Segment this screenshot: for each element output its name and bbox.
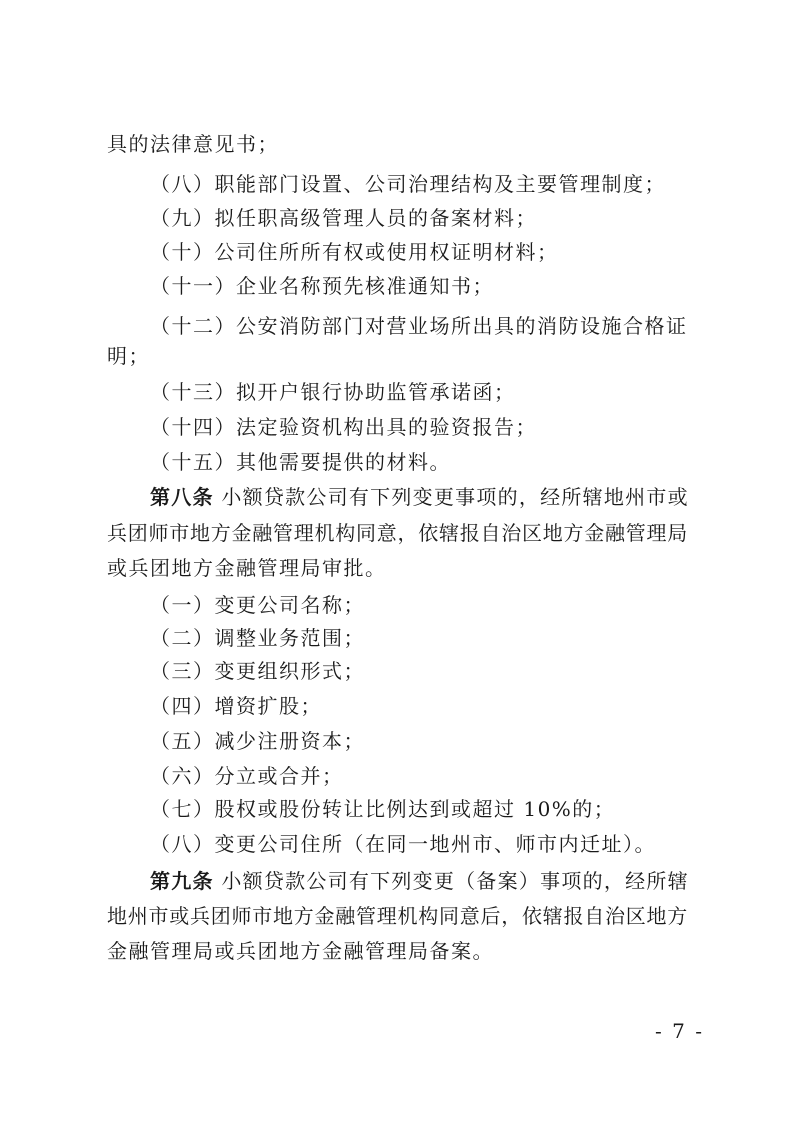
list-item: （一）变更公司名称； [150,593,365,617]
article-9-text: 小额贷款公司有下列变更（备案）事项的，经所辖 [221,869,689,893]
list-item: （十五）其他需要提供的材料。 [150,450,451,474]
text-line: 具的法律意见书； [107,132,279,156]
text-line: 明； [107,344,150,368]
article-8-first-line [150,484,689,510]
article-8-heading: 第八条 [150,485,214,509]
list-item: （十四）法定验资机构出具的验资报告； [150,415,537,439]
text-line: 兵团师市地方金融管理机构同意，依辖报自治区地方金融管理局 [107,521,688,545]
text-line: 金融管理局或兵团地方金融管理局备案。 [107,939,494,963]
list-item: （四）增资扩股； [150,694,322,718]
article-9-first-line [150,868,689,894]
list-item: （三）变更组织形式； [150,659,365,683]
list-item: （八）职能部门设置、公司治理结构及主要管理制度； [150,172,666,196]
list-item: （六）分立或合并； [150,764,344,788]
list-item: （二）调整业务范围； [150,626,365,650]
list-item: （十一）企业名称预先核准通知书； [150,274,494,298]
text-line: 或兵团地方金融管理局审批。 [107,556,387,580]
page-number: - 7 - [655,1019,704,1043]
text-line: 地州市或兵团师市地方金融管理机构同意后，依辖报自治区地方 [107,904,688,928]
article-9-heading: 第九条 [150,869,214,893]
list-item: （七）股权或股份转让比例达到或超过 10%的； [150,797,616,821]
list-item: （十二）公安消防部门对营业场所出具的消防设施合格证 [150,314,688,338]
list-item: （八）变更公司住所（在同一地州市、师市内迁址）。 [150,832,656,856]
article-8-text: 小额贷款公司有下列变更事项的，经所辖地州市或 [221,485,689,509]
list-item: （十）公司住所所有权或使用权证明材料； [150,240,559,264]
list-item: （九）拟任职高级管理人员的备案材料； [150,206,537,230]
list-item: （十三）拟开户银行协助监管承诺函； [150,380,516,404]
list-item: （五）减少注册资本； [150,729,365,753]
